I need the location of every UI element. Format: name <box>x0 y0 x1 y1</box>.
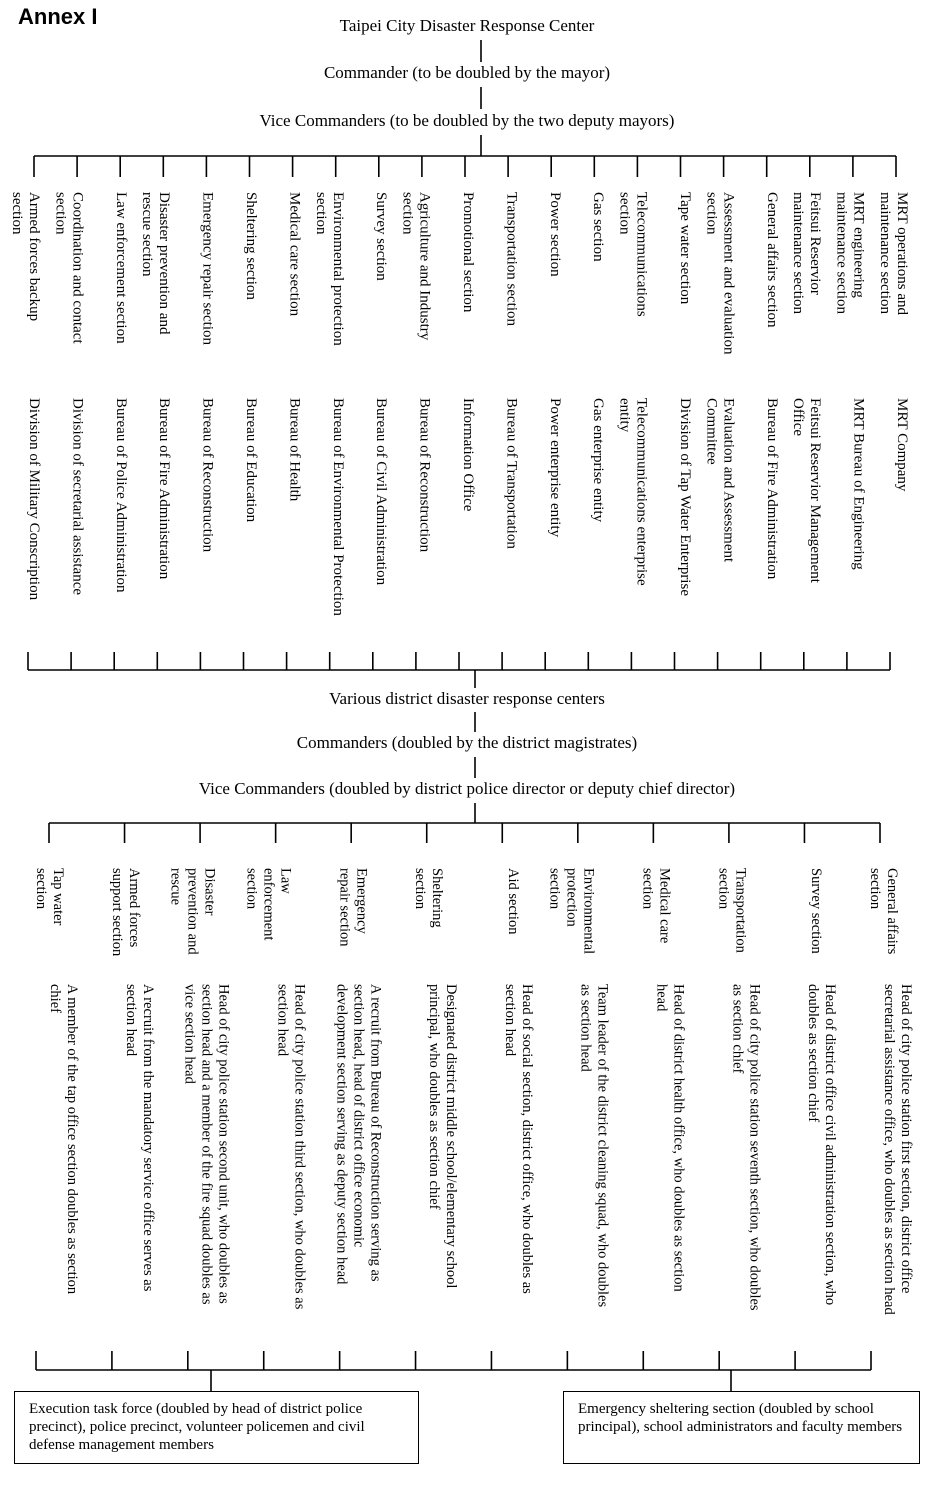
city-section-label: Sheltering section <box>243 192 259 300</box>
district-vice-commanders: Vice Commanders (doubled by district police director or deputy chief director) <box>198 779 736 798</box>
city-section-agency: Telecommunications enterprise entity <box>616 398 650 586</box>
district-section-label: Medical care section <box>639 868 673 944</box>
city-section-agency: Division of Tap Water Enterprise <box>677 398 693 596</box>
execution-task-force-text: Execution task force (doubled by head of district police precinct), police precinct, volunteer policemen and civil defense management members <box>29 1401 365 1453</box>
district-section-label: Sheltering section <box>412 868 446 928</box>
city-section-agency: Power enterprise entity <box>546 398 563 538</box>
city-section-label: Feitsui Reservior maintenance section <box>790 192 824 315</box>
city-section-agency: Evaluation and Assessment Committee <box>703 398 737 563</box>
city-section-agency: Feitsui Reservior Management Office <box>790 398 824 583</box>
city-section-label: Assessment and evaluation section <box>703 192 737 355</box>
district-section-label: Emergency repair section <box>336 868 370 947</box>
city-section-agency: MRT Bureau of Engineering <box>850 398 867 570</box>
district-section-label: Survey section <box>808 868 825 954</box>
city-center-title: Taipei City Disaster Response Center <box>339 16 595 35</box>
city-section-label: Transportation section <box>503 192 520 327</box>
city-section-agency: Bureau of Civil Administration <box>373 398 390 586</box>
city-section-agency: Bureau of Reconstruction <box>199 398 216 553</box>
city-section-agency: MRT Company <box>894 398 910 492</box>
city-section-agency: Bureau of Health <box>286 398 303 502</box>
city-section-agency: Bureau of Police Administration <box>112 398 129 593</box>
district-section-head: Designated district middle school/elementary school principal, who doubles as section chief <box>426 984 460 1289</box>
city-section-label: Agriculture and Industry section <box>399 192 433 341</box>
district-section-label: Transportation section <box>715 868 749 953</box>
district-section-label: Armed forces support section <box>108 868 142 957</box>
district-section-label: Disaster prevention and rescue <box>167 868 218 955</box>
district-section-label: General affairs section <box>867 868 900 955</box>
city-section-label: General affairs section <box>763 192 780 328</box>
city-section-agency: Bureau of Education <box>243 398 259 523</box>
city-section-agency: Division of secretarial assistance <box>69 398 86 596</box>
city-section-label: Environmental protection section <box>312 192 346 346</box>
district-section-label: Aid section <box>504 868 521 935</box>
city-section-agency: Bureau of Environmental Protection <box>329 398 346 616</box>
district-section-head: Head of district office civil administration section, who doubles as section chief <box>805 984 839 1306</box>
city-section-label: Promotional section <box>460 192 476 313</box>
city-section-label: Emergency repair section <box>199 192 216 345</box>
city-section-label: Survey section <box>373 192 390 281</box>
district-section-head: Head of social section, district office, who doubles as section head <box>501 984 535 1294</box>
city-section-agency: Information Office <box>460 398 476 512</box>
execution-task-force-box <box>14 1391 419 1464</box>
city-section-label: Medical care section <box>286 192 303 317</box>
city-section-label: Disaster prevention and rescue section <box>139 192 173 335</box>
city-commander: Commander (to be doubled by the mayor) <box>323 63 611 82</box>
city-section-label: Gas section <box>590 192 607 262</box>
city-section-agency: Division of Military Conscription <box>26 398 42 601</box>
district-section-head: Head of city police station third section, who doubles as section head <box>274 984 308 1310</box>
district-section-head: A recruit from the mandatory service office serves as section head <box>122 984 156 1292</box>
city-section-label: MRT operations and maintenance section <box>877 192 910 315</box>
city-section-agency: Bureau of Reconstruction <box>416 398 433 553</box>
district-commanders: Commanders (doubled by the district magistrates) <box>296 733 638 752</box>
city-section-agency: Bureau of Transportation <box>503 398 520 549</box>
district-section-head: A member of the tap office section doubles as section chief <box>47 984 80 1295</box>
district-section-head: Head of city police station first section, district office secretarial assistance office, who doubles as section head <box>881 984 914 1315</box>
city-section-agency: Bureau of Fire Administration <box>156 398 173 580</box>
city-section-label: Coordination and contact section <box>52 192 86 344</box>
district-section-label: Tap water section <box>33 868 66 926</box>
annex-label: Annex I <box>18 4 98 29</box>
emergency-sheltering-box <box>563 1391 920 1464</box>
city-section-agency: Gas enterprise entity <box>590 398 607 523</box>
city-section-agency: Bureau of Fire Administration <box>763 398 780 580</box>
district-section-head: A recruit from Bureau of Reconstruction serving as section head, head of district office economic development section serving as deputy section head <box>333 984 384 1285</box>
emergency-sheltering-text: Emergency sheltering section (doubled by school principal), school administrators and faculty members <box>578 1401 903 1435</box>
city-section-label: Tape water section <box>677 192 693 305</box>
district-section-label: Environmental protection section <box>546 868 597 955</box>
city-vice-commanders: Vice Commanders (to be doubled by the two deputy mayors) <box>259 111 675 130</box>
city-section-label: MRT engineering maintenance section <box>833 192 867 315</box>
district-section-head: Head of city police station seventh section, who doubles as section chief <box>729 984 763 1311</box>
district-section-head: Head of district health office, who doubles as section head <box>653 984 687 1292</box>
district-section-label: Law enforcement section <box>243 868 294 941</box>
district-section-head: Head of city police station second unit, who doubles as section head and a member of the fire squad doubles as vice section head <box>181 984 232 1305</box>
district-center-title: Various district disaster response centers <box>329 689 605 708</box>
city-section-label: Power section <box>546 192 563 277</box>
city-section-label: Armed forces backup section <box>9 192 42 322</box>
city-section-label: Telecommunications section <box>616 192 650 317</box>
city-section-label: Law enforcement section <box>112 192 129 344</box>
district-section-head: Team leader of the district cleaning squad, who doubles as section head <box>577 984 611 1308</box>
